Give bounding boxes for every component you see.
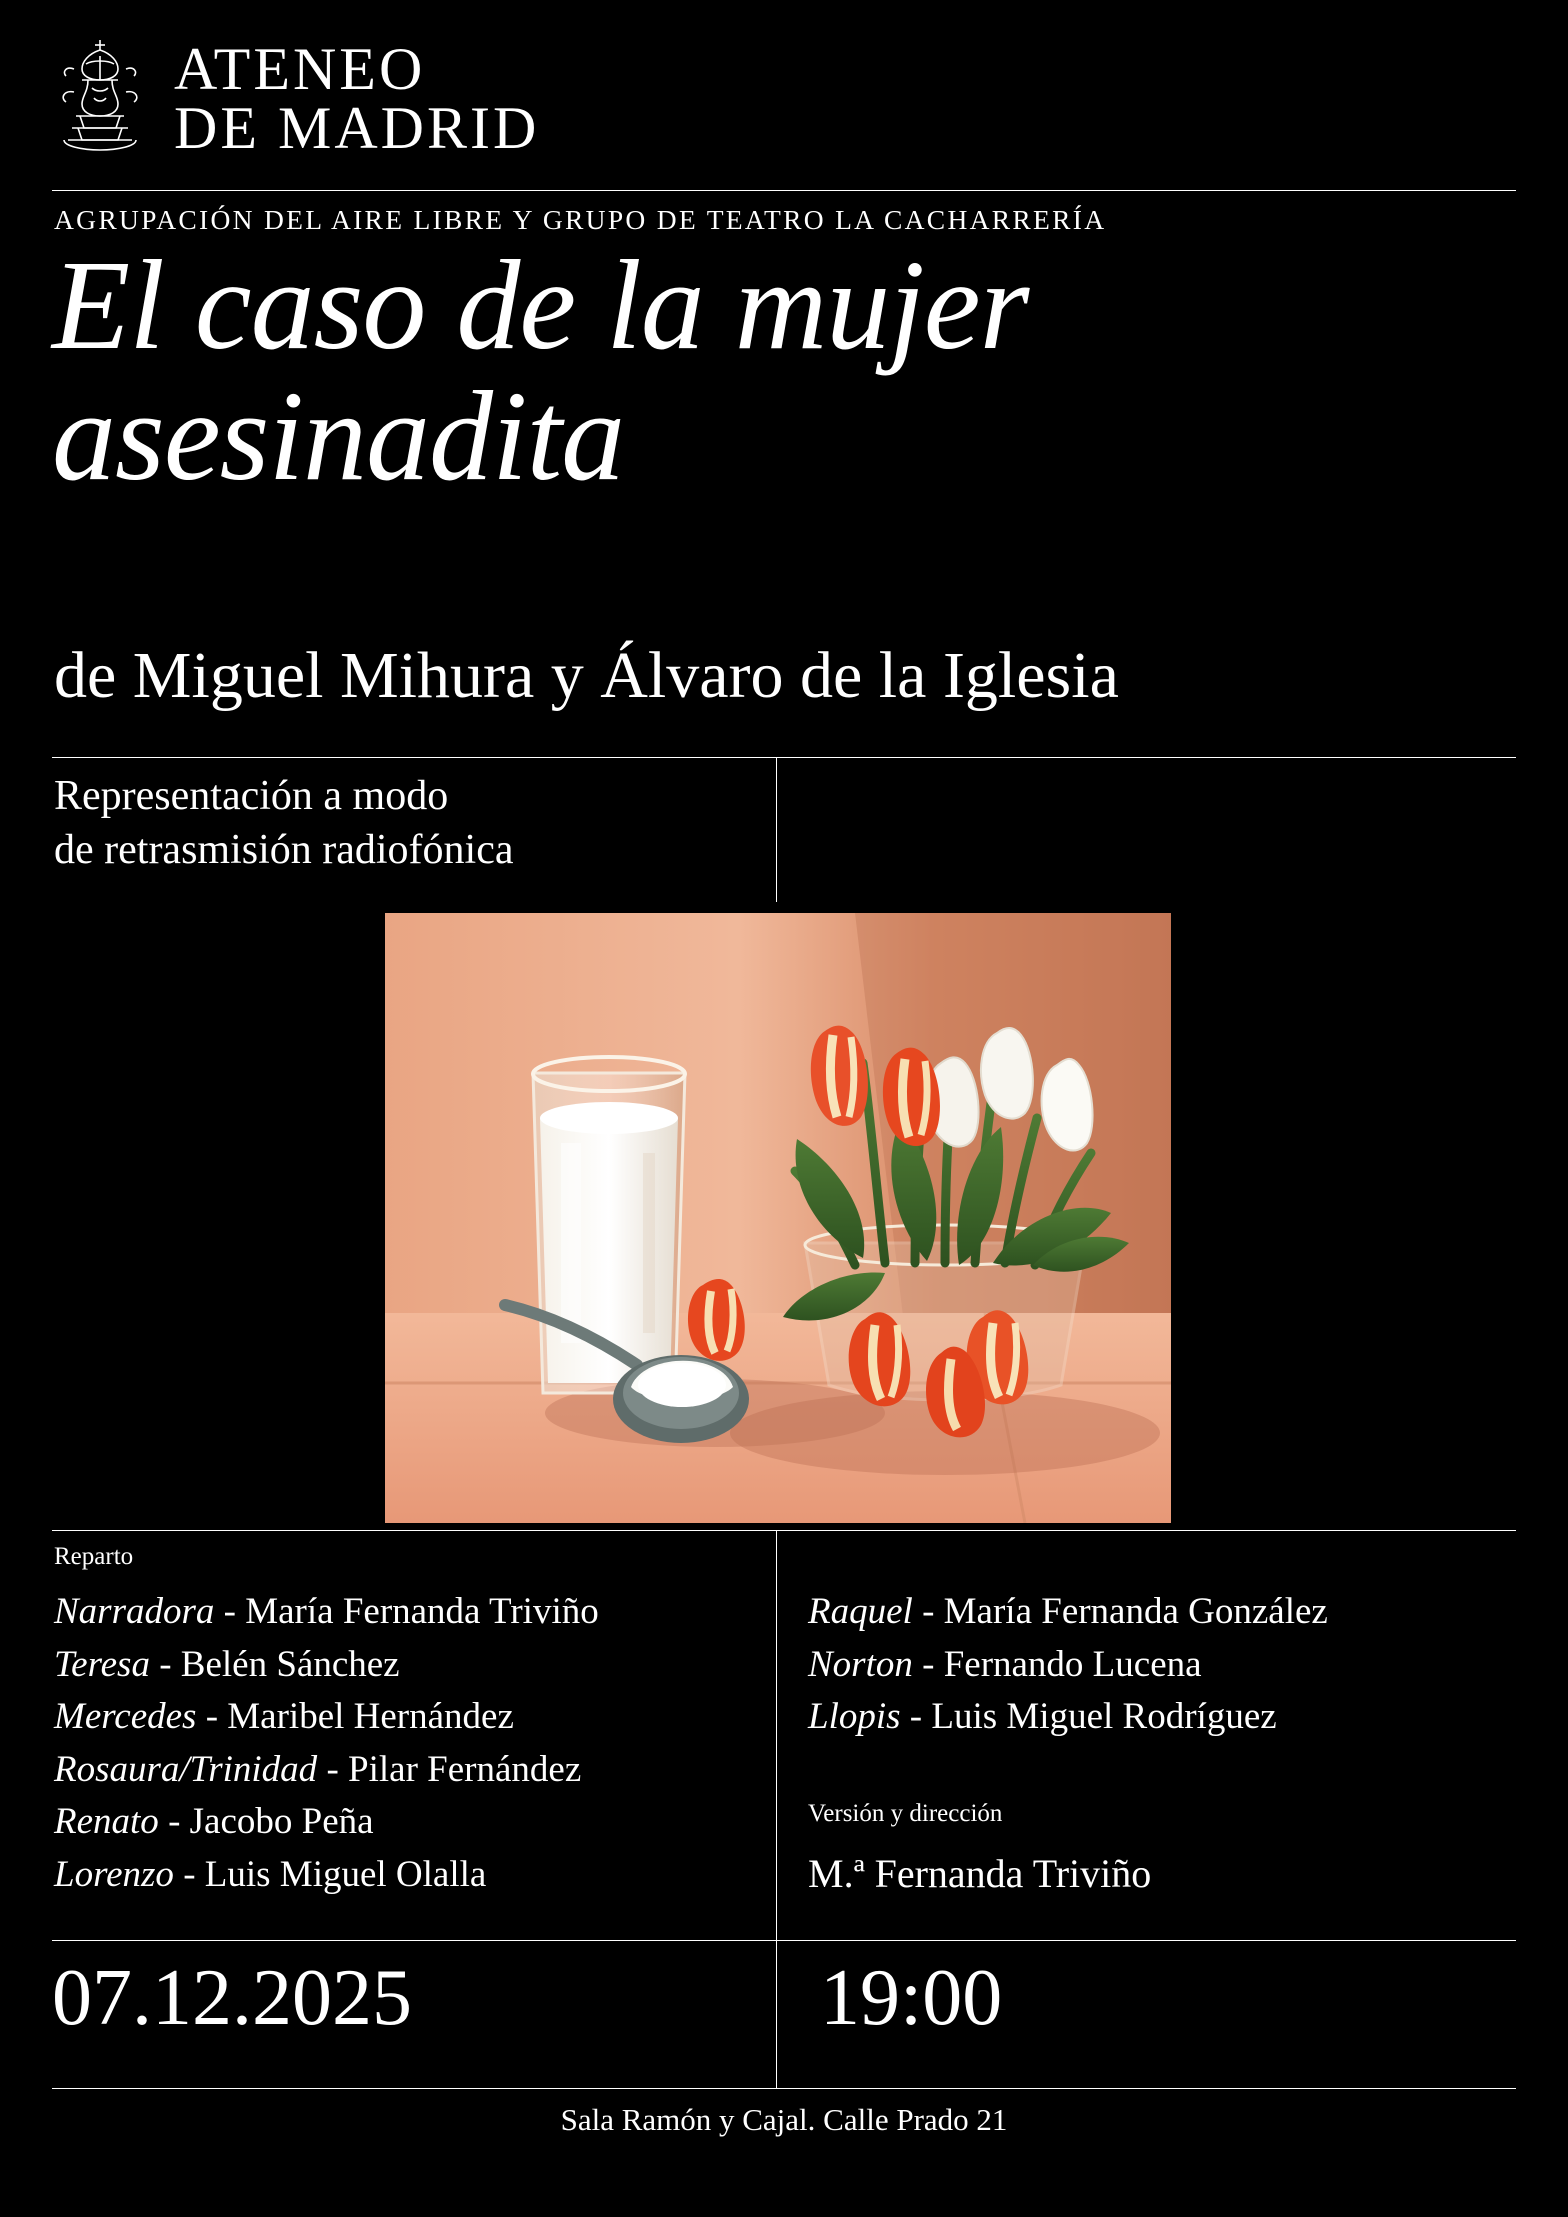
cast-row [808, 1586, 1528, 1639]
cast-actor: María Fernanda Triviño [245, 1591, 599, 1632]
divider-top [52, 190, 1516, 191]
cast-row [808, 1691, 1528, 1744]
direction-name: M.ª Fernanda Triviño [808, 1851, 1152, 1896]
cast-row [54, 1639, 754, 1692]
cast-role: Norton [808, 1643, 913, 1685]
cast-column-left [54, 1586, 754, 1901]
cast-role: Teresa [54, 1643, 150, 1685]
cast-role: Renato [54, 1801, 159, 1843]
cast-actor: Belén Sánchez [180, 1643, 400, 1685]
cast-dash: - [196, 1696, 228, 1738]
divider-above-cast [52, 1530, 1516, 1531]
synopsis-text [54, 770, 754, 878]
cast-role: Lorenzo [54, 1853, 174, 1895]
cast-dash: - [912, 1591, 944, 1632]
event-time: 19:00 [820, 1954, 1003, 2042]
cast-label: Reparto [54, 1543, 134, 1570]
cast-column-right [808, 1586, 1528, 1744]
cast-row [808, 1639, 1528, 1692]
cast-row [54, 1691, 754, 1744]
cast-dash: - [149, 1643, 181, 1685]
synopsis-line-1: Representación a modo [54, 773, 449, 819]
logo-line-2: DE MADRID [174, 95, 540, 162]
cast-actor: Pilar Fernández [348, 1748, 582, 1790]
cast-row [54, 1586, 754, 1639]
cast-actor: Luis Miguel Rodríguez [931, 1696, 1277, 1738]
cast-dash: - [900, 1696, 932, 1738]
logo-line-1: ATENEO [174, 36, 426, 102]
cast-dash: - [912, 1643, 944, 1685]
authors-line: de Miguel Mihura y Álvaro de la Iglesia [54, 639, 1119, 712]
cast-actor: María Fernanda González [943, 1591, 1328, 1632]
page-title: El caso de la mujer asesinadita [52, 234, 1029, 507]
cast-dash: - [158, 1801, 190, 1843]
event-date: 07.12.2025 [52, 1954, 412, 2042]
event-venue: Sala Ramón y Cajal. Calle Prado 21 [560, 2102, 1008, 2137]
ateneo-crest-icon [52, 36, 148, 154]
cast-row [54, 1744, 754, 1797]
cast-role: Llopis [808, 1696, 901, 1738]
cast-role: Mercedes [54, 1696, 197, 1738]
cast-dash: - [214, 1591, 246, 1632]
cast-dash: - [173, 1853, 205, 1895]
divider-vertical-cast [776, 1530, 777, 1940]
direction-label: Versión y dirección [808, 1800, 1003, 1827]
cast-row [54, 1796, 754, 1849]
cast-actor: Fernando Lucena [943, 1643, 1202, 1685]
cast-dash: - [317, 1748, 349, 1790]
divider-vertical-date [776, 1940, 777, 2088]
cast-actor: Jacobo Peña [189, 1801, 374, 1843]
ateneo-logo [52, 36, 540, 162]
cast-role: Rosaura/Trinidad [54, 1748, 318, 1790]
divider-under-authors [52, 757, 1516, 758]
cast-row [54, 1849, 754, 1902]
ateneo-wordmark [174, 36, 540, 162]
poster-artwork [385, 913, 1171, 1523]
synopsis-line-2: de retrasmisión radiofónica [54, 826, 514, 873]
cast-role: Narradora [54, 1591, 215, 1632]
group-subheader: AGRUPACIÓN DEL AIRE LIBRE Y GRUPO DE TEATRO LA CACHARRERÍA [54, 204, 1107, 235]
divider-above-date [52, 1940, 1516, 1941]
divider-above-venue [52, 2088, 1516, 2089]
cast-actor: Maribel Hernández [227, 1696, 514, 1738]
cast-actor: Luis Miguel Olalla [204, 1853, 487, 1895]
divider-vertical-synopsis [776, 757, 777, 902]
cast-role: Raquel [808, 1591, 913, 1632]
